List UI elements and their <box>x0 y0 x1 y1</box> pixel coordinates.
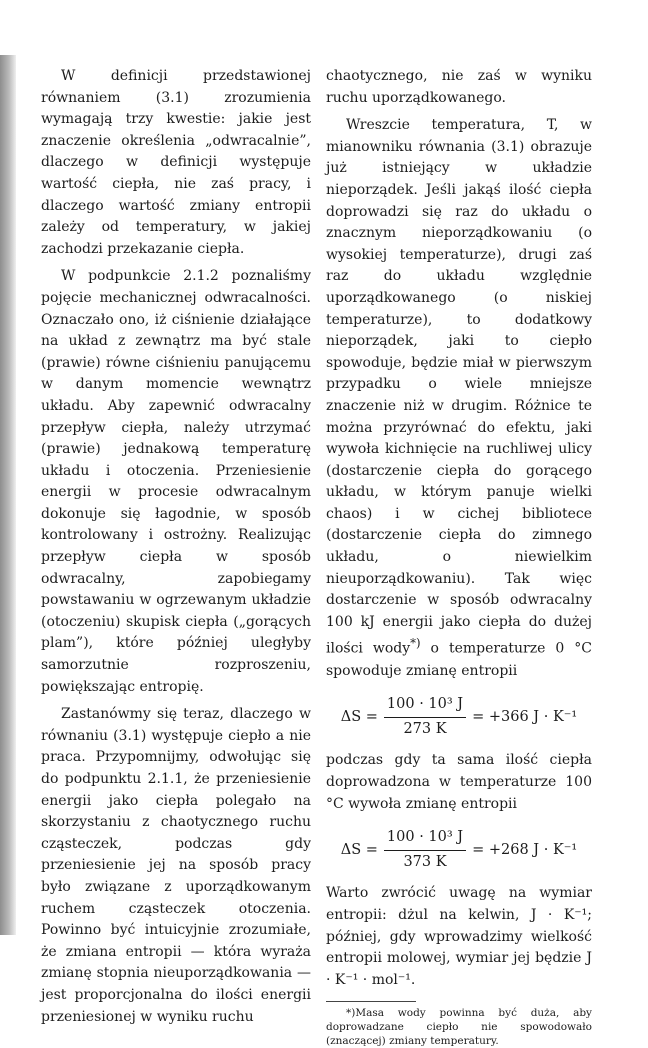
equation-rhs: = +366 J · K⁻¹ <box>472 708 578 725</box>
paragraph-entropy-units: Warto zwrócić uwagę na wymiar entropii: dżul na kelwin, J · K⁻¹; później, gdy wprowadzimy wielkość entropii molowej, wymiar jej będzie J · K⁻¹ · mol⁻¹. <box>326 885 592 988</box>
equation-denominator: 273 K <box>403 720 447 737</box>
equation-lhs: ΔS = <box>340 708 378 725</box>
right-column <box>326 66 592 1048</box>
page-binding-shadow <box>0 55 16 935</box>
footnote-divider <box>326 1001 416 1002</box>
equation-denominator: 373 K <box>403 853 447 870</box>
paragraph-continuation: chaotycznego, nie zaś w wyniku ruchu uporządkowanego. <box>326 68 592 106</box>
equation-lhs: ΔS = <box>340 841 378 858</box>
temperature-text-tail: o temperaturze 0 °C spowoduje zmianę entropii <box>326 641 592 679</box>
paragraph-heat-vs-work: Zastanówmy się teraz, dlaczego w równaniu (3.1) występuje ciepło a nie praca. Przypomnijmy, odwołując się do podpunktu 2.1.1, że przeniesienie energii jako ciepła polegało na skorzystaniu z chaotycznego ruchu cząsteczek, podczas gdy przeniesienie jej na sposób pracy było związane z uporządkowanym ruchem cząsteczek otoczenia. Powinno być intuicyjnie zrozumiałe, że zmiana entropii — która wyraża zmianę stopnia nieuporządkowania — jest proporcjonalna do ilości energii przeniesionej w wyniku ruchu <box>41 706 311 1025</box>
paragraph-between-equations: podczas gdy ta sama ilość ciepła doprowadzona w temperaturze 100 °C wywoła zmianę entropii <box>326 752 592 812</box>
equation-entropy-373k <box>326 827 592 873</box>
footnote-text: *)Masa wody powinna być duża, aby doprowadzane ciepło nie spowodowało (znaczącej) zmiany temperatury. <box>326 1007 592 1048</box>
equation-fraction <box>384 827 466 873</box>
paragraph-definition-questions: W definicji przedstawionej równaniem (3.1) zrozumienia wymagają trzy kwestie: jakie jest znaczenie określenia „odwracalnie”, dlaczego w definicji występuje wartość ciepła, nie zaś pracy, i dlaczego wartość zmiany entropii zależy od temperatury, w jakiej zachodzi przekazanie ciepła. <box>41 68 311 257</box>
equation-numerator: 100 · 10³ J <box>384 827 466 851</box>
temperature-text: Wreszcie temperatura, T, w mianowniku równania (3.1) obrazuje już istniejący w układzie nieporządek. Jeśli jakąś ilość ciepła doprowadzi się raz do układu o znacznym nieporządkowaniu (o wysokiej temperaturze), drugi zaś raz do układu względnie uporządkowanego (o niskiej temperaturze), to dodatkowy nieporządek, jaki to ciepło spowoduje, będzie miał w pierwszym przypadku o wiele mniejsze znaczenie niż w drugim. Różnice te można przyrównać do efektu, jaki wywoła kichnięcie na ruchliwej ulicy (dostarczenie ciepła do gorącego układu, w którym panuje wielki chaos) i w cichej bibliotece (dostarczenie ciepła do zimnego układu, o niewielkim nieuporządkowaniu). Tak więc dostarczenie w sposób odwracalny 100 kJ energii jako ciepła do dużej ilości wody <box>326 117 592 658</box>
paragraph-temperature <box>326 115 592 682</box>
left-column <box>41 66 311 1028</box>
footnote-mark: *) <box>410 636 421 651</box>
equation-entropy-273k <box>326 694 592 740</box>
equation-numerator: 100 · 10³ J <box>384 694 466 718</box>
equation-rhs: = +268 J · K⁻¹ <box>472 841 578 858</box>
equation-fraction <box>384 694 466 740</box>
paragraph-reversibility: W podpunkcie 2.1.2 poznaliśmy pojęcie mechanicznej odwracalności. Oznaczało ono, iż ciśnienie działające na układ z zewnątrz ma być stale (prawie) równe ciśnieniu panującemu w danym momencie wewnątrz układu. Aby zapewnić odwracalny przepływ ciepła, należy utrzymać (prawie) jednakową temperaturę układu i otoczenia. Przeniesienie energii w procesie odwracalnym dokonuje się łagodnie, w sposób kontrolowany i ostrożny. Realizując przepływ ciepła w sposób odwracalny, zapobiegamy powstawaniu w ogrzewanym układzie (otoczeniu) skupisk ciepła („gorących plam”), które później uległyby samorzutnie rozproszeniu, powiększając entropię. <box>41 268 311 695</box>
